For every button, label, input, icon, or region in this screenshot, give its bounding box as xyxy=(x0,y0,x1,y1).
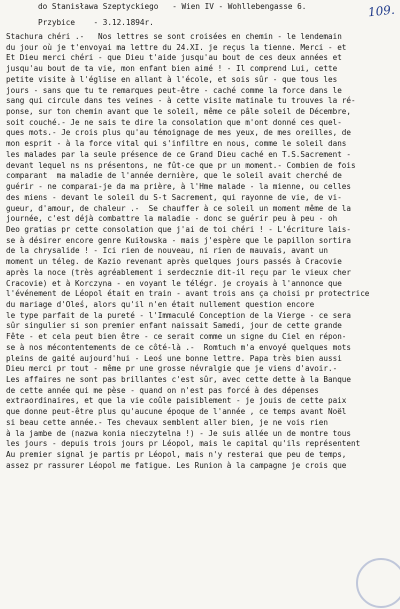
archive-stamp-icon xyxy=(356,558,400,608)
text-line: mon esprit - à la force vital qui s'infiltre en nous, comme le soleil dans xyxy=(6,139,347,149)
text-line: pleins de gaité aujourd'hui - Leoś une bonne lettre. Papa très bien aussi xyxy=(6,353,342,363)
text-line: ques mots.- Je crois plus qu'au témoignage de mes yeux, de mes oreilles, de xyxy=(6,128,352,138)
text-line: assez pr rassurer Léopol me fatigue. Les Runion à la campagne je crois que xyxy=(6,460,347,470)
text-line: devant lequel ns ns présentons, ne fût-ce que pr un moment.- Combien de fois xyxy=(6,160,356,170)
text-line: des miens - devant le soleil du S-t Sacrement, qui rayonne de vie, de vi- xyxy=(6,192,342,202)
text-line: journée, c'est déjà combattre la maladie - donc se guérir peu à peu - oh xyxy=(6,214,338,224)
text-line: jours - sans que tu te remarques peut-être - caché comme la force dans le xyxy=(6,85,342,95)
folio-number: 109. xyxy=(367,2,396,20)
text-line: de cette année qui me pèse - quand on n'est pas forcé à des dépenses xyxy=(6,385,319,395)
text-line: après la noce (très agréablement i serdecznie dit-il reçu par le vieux cher xyxy=(6,267,352,277)
text-line: comparant ma maladie de l'année dernière, que le soleil avait cherché de xyxy=(6,171,342,181)
text-line: ponse, sur ton chemin avant que le soleil, même ce pâle soleil de Décembre, xyxy=(6,107,352,117)
text-line: du mariage d'Oleś, alors qu'il n'en était nullement question encore xyxy=(6,299,315,309)
text-line: Deo gratias pr cette consolation que j'ai de toi chéri ! - L'écriture lais- xyxy=(6,224,352,234)
text-line: moment un téleg. de Kazio revenant après quelques jours passés à Cracovie xyxy=(6,257,342,267)
text-line: que donne peut-être plus qu'aucune époque de l'année , ce temps avant Noël xyxy=(6,407,347,417)
text-line: les jours - depuis trois jours pr Léopol, mais le capital qu'ils représentent xyxy=(6,439,361,449)
text-line: extraordinaires, et que la vie coûle paisiblement - je jouis de cette paix xyxy=(6,396,347,406)
text-line: jusqu'au bout de ta vie, mon enfant bien aimé ! - Il comprend Lui, cette xyxy=(6,64,338,74)
text-line: les malades par la seule présence de ce Grand Dieu caché en T.S.Sacrement - xyxy=(6,149,352,159)
text-line: gueur, d'amour, de chaleur .- Se chauffer à ce soleil un moment même de la xyxy=(6,203,352,213)
text-line: si beau cette année.- Tes chevaux semblent aller bien, je ne vois rien xyxy=(6,417,329,427)
text-line: de la chrysalide ! - Ici rien de nouveau, ni rien de mauvais, avant un xyxy=(6,246,329,256)
text-line: sûr singulier si son premier enfant naissait Samedi, jour de cette grande xyxy=(6,321,342,331)
text-line: Fête - et cela peut bien être - ce serait comme un signe du Ciel en répon- xyxy=(6,332,347,342)
text-line: Dieu merci pr tout - même pr une grosse névralgie que je viens d'avoir.- xyxy=(6,364,338,374)
text-line: l'événement de Léopol était en train - avant trois ans ça choisi pr protectrice xyxy=(6,289,370,299)
text-line: Les affaires ne sont pas brillantes c'est sûr, avec cette dette à la Banque xyxy=(6,375,352,384)
text-line: se à désirer encore genre Kuiłowska - mais j'espère que le papillon sortira xyxy=(6,235,352,245)
text-line: à la jambe de (nazwa konia nieczytelna !) - Je suis allée un de montre tous xyxy=(6,428,352,438)
text-line: Stachura chéri .- Nos lettres se sont croisées en chemin - le lendemain xyxy=(6,32,342,41)
header-line-1: do Stanisława Szeptyckiego - Wien IV - Wohllebengasse 6. xyxy=(38,2,307,11)
text-line: petite visite à l'église en allant à l'école, et sois sûr - que tous les xyxy=(6,74,338,84)
text-line: Cracovie) et à Korczyna - en voyant le télégr. je croyais à l'annonce que xyxy=(6,278,342,288)
text-line: Au premier signal je partis pr Léopol, mais n'y resterai que peu de temps, xyxy=(6,450,347,460)
text-line: du jour où je t'envoyai ma lettre du 24.XI. je reçus la tienne. Merci - et xyxy=(6,42,347,52)
text-line: se à nos mécontentements de ce côté-là .- Romtuch m'a envoyé quelques mots xyxy=(6,342,352,352)
text-line: Et Dieu merci chéri - que Dieu t'aide jusqu'au bout de ces deux années et xyxy=(6,53,342,63)
text-line: guérir - ne comparai-je da ma prière, à l'Hme malade - la mienne, ou celles xyxy=(6,182,352,192)
header-line-2: Przybice - 3.12.1894r. xyxy=(38,18,154,27)
letter-body xyxy=(6,32,396,471)
text-line: sang qui circule dans tes veines - à cette visite matinale tu trouves la ré- xyxy=(6,96,356,106)
text-line: soit couché.- Je ne sais te dire la consolation que m'ont donné ces quel- xyxy=(6,117,342,127)
text-line: le type parfait de la pureté - l'Immaculé Conception de la Vierge - ce sera xyxy=(6,310,352,320)
